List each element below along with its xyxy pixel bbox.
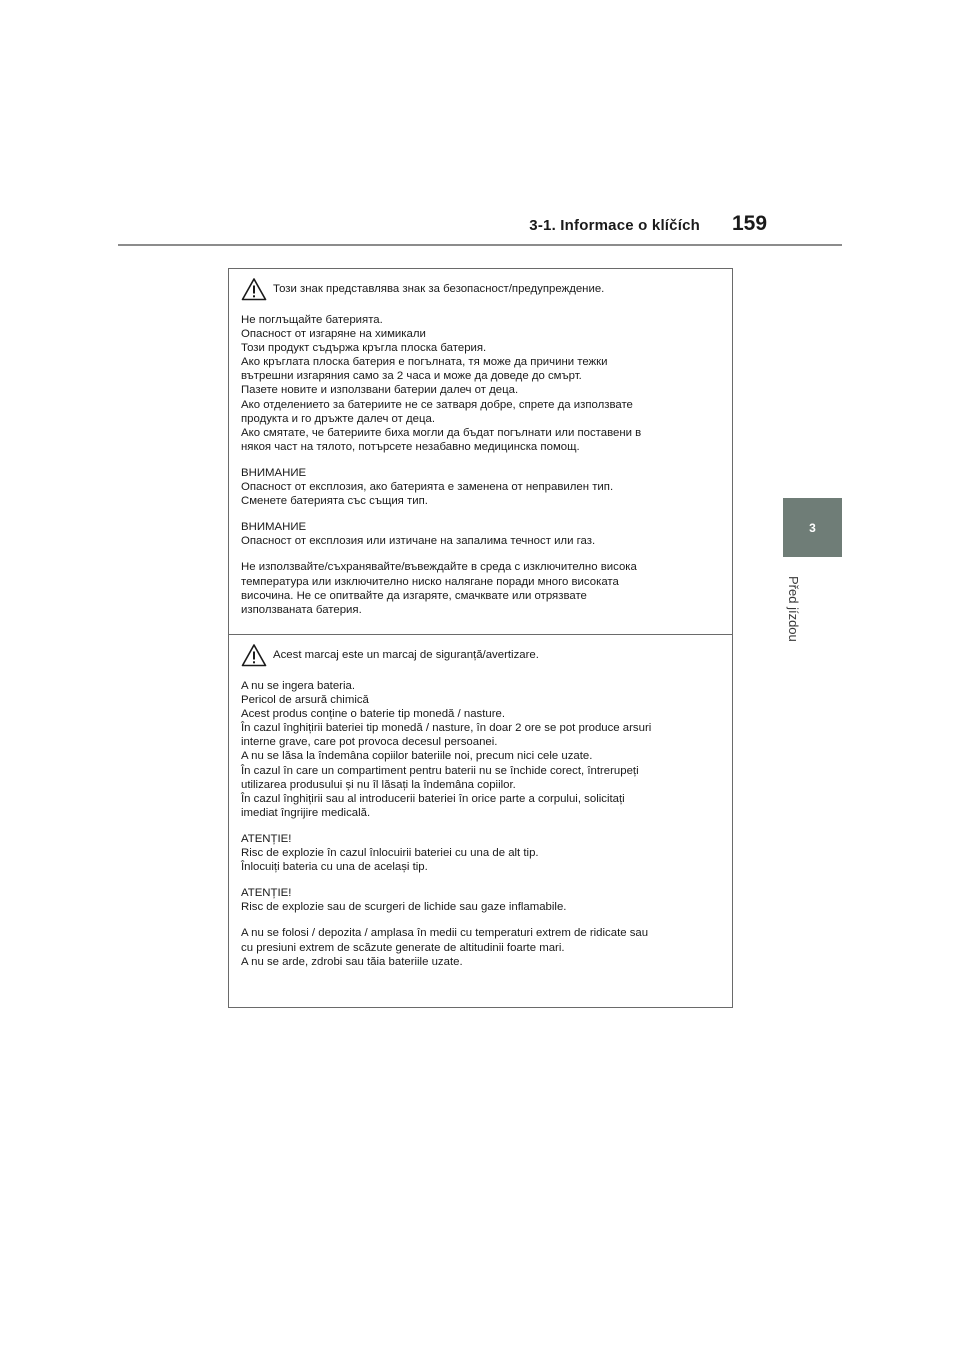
warning-heading-ro bbox=[241, 643, 722, 667]
text-line: продукта и го дръжте далеч от деца. bbox=[241, 412, 436, 425]
text-line: În cazul înghițirii bateriei tip monedă / nasture, în doar 2 ore se pot produce arsuri bbox=[241, 722, 652, 735]
text-line: Risc de explozie sau de scurgeri de lichide sau gaze inflamabile. bbox=[241, 901, 567, 914]
paragraph bbox=[241, 466, 722, 508]
text-line: някоя част на тялото, потърсете незабавно медицинска помощ. bbox=[241, 440, 580, 453]
text-line: използваната батерия. bbox=[241, 603, 362, 616]
paragraph bbox=[241, 926, 722, 968]
paragraph bbox=[241, 520, 722, 548]
text-line: Не поглъщайте батерията. bbox=[241, 314, 383, 326]
chapter-label-text: Před jízdou bbox=[786, 576, 801, 642]
text-line: Този продукт съдържа кръгла плоска батерия. bbox=[241, 342, 487, 355]
chapter-tab-number: 3 bbox=[809, 520, 816, 535]
text-line: Не използвайте/съхранявайте/въвеждайте в среда с изключително висока bbox=[241, 561, 637, 574]
text-line: ВНИМАНИЕ bbox=[241, 521, 307, 534]
warning-heading-bg bbox=[241, 277, 722, 301]
text-line: Acest produs conține o baterie tip monedă / nasture. bbox=[241, 708, 506, 721]
paragraph bbox=[241, 560, 722, 616]
text-line: ВНИМАНИЕ bbox=[241, 466, 307, 479]
paragraph bbox=[241, 886, 722, 914]
chapter-tab bbox=[783, 498, 842, 557]
text-line: Опасност от експлозия, ако батерията е заменена от неправилен тип. bbox=[241, 481, 614, 494]
text-line: Сменете батерията със същия тип. bbox=[241, 495, 428, 508]
panel-bulgarian bbox=[229, 269, 732, 635]
text-line: imediat îngrijire medicală. bbox=[241, 806, 371, 819]
text-line: A nu se folosi / depozita / amplasa în medii cu temperaturi extrem de ridicate sau bbox=[241, 927, 649, 940]
paragraph bbox=[241, 313, 722, 454]
warning-box bbox=[228, 268, 733, 1008]
text-line: A nu se ingera bateria. bbox=[241, 680, 355, 692]
paragraph bbox=[241, 679, 722, 820]
text-line: utilizarea produsului și nu îl lăsați la îndemâna copiilor. bbox=[241, 778, 516, 791]
text-line: A nu se lăsa la îndemâna copiilor bateriile noi, precum nici cele uzate. bbox=[241, 750, 593, 763]
text-line: În cazul înghițirii sau al introducerii bateriei în orice parte a corpului, solicitați bbox=[241, 792, 625, 805]
text-line: Ако отделението за батериите не се затваря добре, спрете да използвате bbox=[241, 398, 633, 411]
text-line: cu presiuni extrem de scăzute generate de altitudinii foarte mari. bbox=[241, 941, 565, 954]
warning-heading-text: Този знак представлява знак за безопасност/предупреждение. bbox=[273, 283, 605, 295]
text-line: температура или изключително ниско налягане поради много високата bbox=[241, 575, 619, 588]
text-line: Опасност от експлозия или изтичане на запалима течност или газ. bbox=[241, 535, 596, 548]
warning-triangle-icon bbox=[241, 643, 267, 667]
text-line: Опасност от изгаряне на химикали bbox=[241, 328, 426, 341]
text-line: ATENȚIE! bbox=[241, 832, 292, 845]
chapter-side-label bbox=[773, 576, 813, 656]
text-line: Ако смятате, че батериите биха могли да бъдат погълнати или поставени в bbox=[241, 426, 642, 439]
page-number: 159 bbox=[732, 212, 768, 235]
panel-romanian bbox=[229, 635, 732, 1007]
section-title: 3-1. Informace o klíčích bbox=[529, 217, 700, 234]
text-line: Пазете новите и използвани батерии далеч от деца. bbox=[241, 384, 519, 397]
text-line: височина. Не се опитвайте да изгаряте, смачквате или отрязвате bbox=[241, 589, 587, 602]
warning-triangle-icon bbox=[241, 277, 267, 301]
text-line: Ако кръглата плоска батерия е погълната, тя може да причини тежки bbox=[241, 356, 608, 369]
text-line: ATENȚIE! bbox=[241, 887, 292, 900]
text-line: вътрешни изгаряния само за 2 часа и може да доведе до смърт. bbox=[241, 370, 582, 383]
text-line: Înlocuiți bateria cu una de același tip. bbox=[241, 861, 428, 874]
text-line: interne grave, care pot provoca decesul persoanei. bbox=[241, 736, 498, 749]
warning-heading-text: Acest marcaj este un marcaj de siguranță/avertizare. bbox=[273, 649, 539, 661]
text-line: În cazul în care un compartiment pentru baterii nu se închide corect, întrerupeți bbox=[241, 764, 639, 777]
paragraph bbox=[241, 832, 722, 874]
text-line: Pericol de arsură chimică bbox=[241, 694, 369, 707]
text-line: A nu se arde, zdrobi sau tăia bateriile uzate. bbox=[241, 955, 463, 968]
header-rule bbox=[118, 244, 842, 246]
text-line: Risc de explozie în cazul înlocuirii bateriei cu una de alt tip. bbox=[241, 847, 539, 860]
